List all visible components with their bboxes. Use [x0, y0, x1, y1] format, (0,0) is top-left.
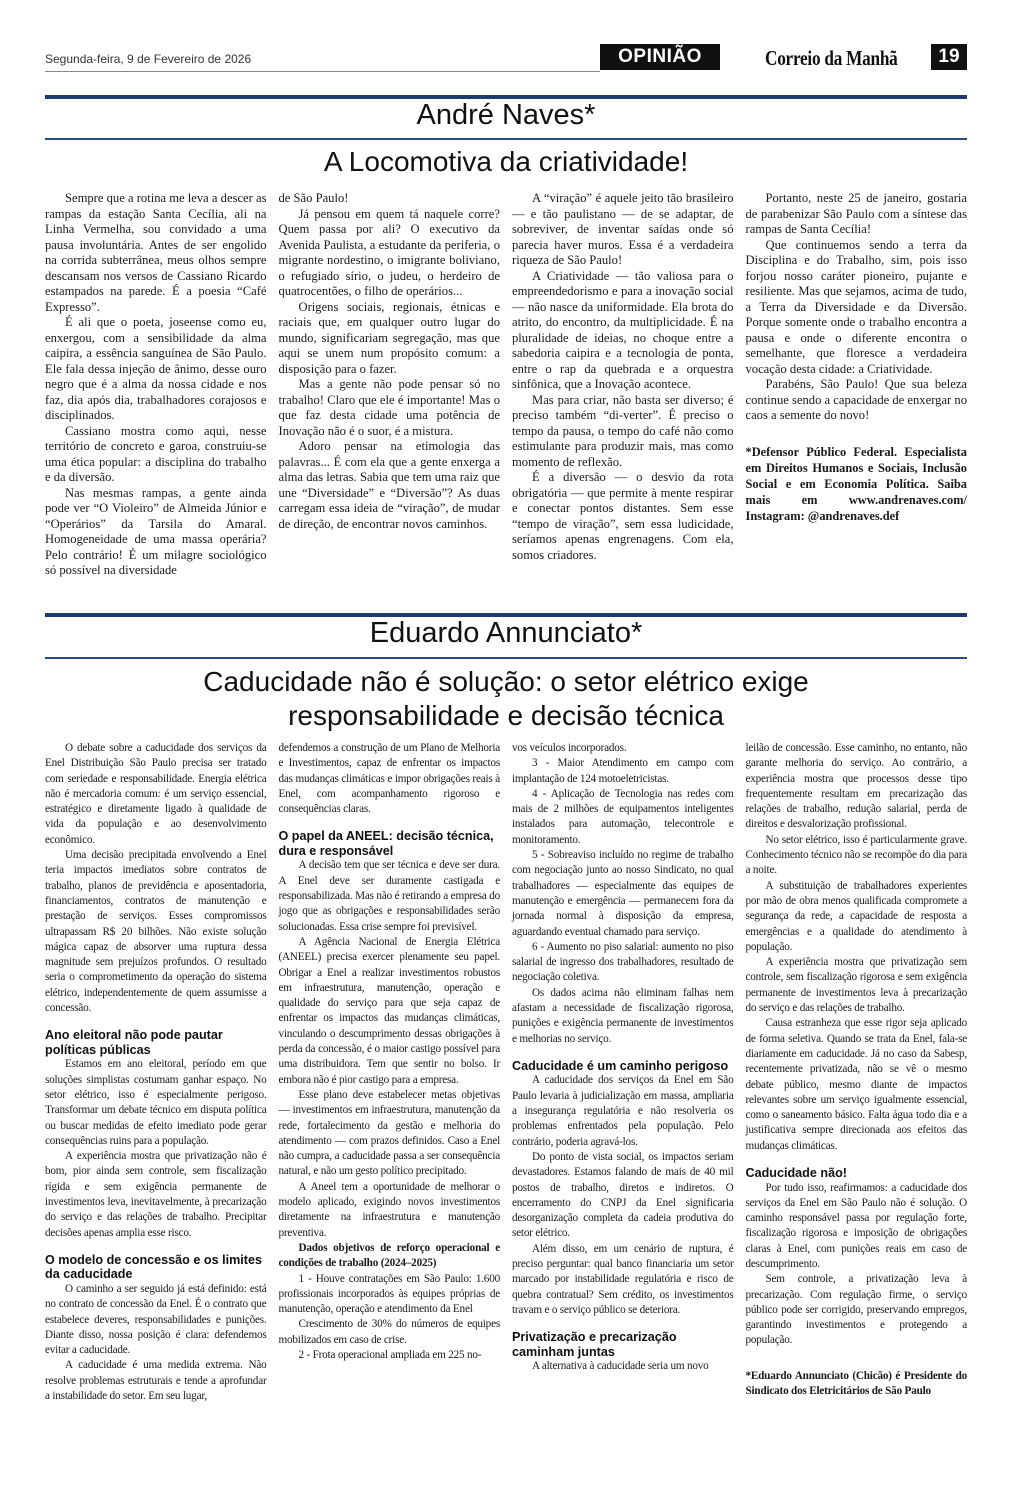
paragraph: O debate sobre a caducidade dos serviços da Enel Distribuição São Paulo precisa ser tratado com seriedade e responsabilidade. Energia elétrica não é mercadoria comum: é um serviço essencial, estratégico e diretamente ligado à qualidade de vida da população e ao desenvolvimento econômico. — [45, 742, 267, 846]
list-item: 5 - Sobreaviso incluído no regime de trabalho com negociação junto ao nosso Sindicato, no qual trabalhadores — especialmente das equipes de manutenção e emergência — permanecem fora da jornada normal à disposição da empresa, aguardando eventual chamado para serviço. — [512, 849, 734, 938]
paragraph: A “viração” é aquele jeito tão brasileiro — e tão paulistano — de se adaptar, de sobreviver, de inventar saídas onde só parecia haver muros. Essa é a verdadeira riqueza de São Paulo! — [512, 191, 734, 267]
subheading: Privatização e precarização caminham juntas — [512, 1330, 677, 1359]
paragraph: Já pensou em quem tá naquele corre? Quem passa por ali? O executivo da Avenida Paulista, a estudante da periferia, o migrante nordestino, o imigrante boliviano, o refugiado sírio, o judeu, o herdeiro de quatrocentões, o filho de operários... — [278, 206, 500, 298]
paragraph: Mas a gente não pode pensar só no trabalho! Claro que ele é importante! Mas o que faz desta cidade uma potência de Inovação não é o suor, é a mistura. — [278, 377, 500, 438]
newspaper-logo: Correio da Manhã — [765, 46, 898, 70]
author-bio: *Eduardo Annunciato (Chicão) é Presidente do Sindicato dos Eletricitários de São Paulo — [745, 1369, 967, 1397]
article1-column-3 — [512, 191, 734, 579]
paragraph: Causa estranheza que esse rigor seja aplicado de forma seletiva. Quando se trata da Enel, fala-se diariamente em caducidade. Já no caso da Sabesp, recentemente privatizada, não se vê o mesmo debate público, mesmo diante de impactos relevantes sobre um serviço igualmente essencial, como o saneamento básico. Falta água todo dia e a justificativa sempre direcionada aos efeitos das mudanças climáticas. — [745, 1017, 967, 1152]
paragraph: A Aneel tem a oportunidade de melhorar o modelo aplicado, exigindo novos investimentos diretamente na infraestrutura e manutenção preventiva. — [278, 1180, 500, 1239]
paragraph: Sem controle, a privatização leva à precarização. Com regulação firme, o serviço público pode ser corrigido, preservando empregos, garantindo investimentos e protegendo a população. — [745, 1273, 967, 1347]
paragraph: Origens sociais, regionais, étnicas e raciais que, em qualquer outro lugar do mundo, significariam segregação, mas que aqui se unem num propósito comum: a disposição para o fazer. — [278, 299, 500, 376]
paragraph: Mas para criar, não basta ser diverso; é preciso também “di-verter”. É preciso o tempo da pausa, o tempo do café não como estimulante para produzir mais, mas como momento de reflexão. — [512, 392, 734, 469]
article2-headline-line2: responsabilidade e decisão técnica — [288, 700, 724, 731]
masthead-rule — [45, 71, 600, 72]
author-underline — [45, 138, 967, 140]
article2-author: Eduardo Annunciato* — [369, 617, 643, 649]
paragraph: Uma decisão precipitada envolvendo a Enel teria impactos imediatos sobre contratos de trabalho, planos de previdência e aposentadoria, financiamentos, contratos de manutenção e prestação de serviços. Esses compromissos ultrapassam R$ 20 bilhões. Não existe solução mágica capaz de absorver uma ruptura dessa magnitude sem prejuízos profundos. O resultado seria o comprometimento da operação do sistema elétrico, independentemente de quem assumisse a concessão. — [45, 849, 267, 1015]
article1-column-4 — [746, 191, 968, 579]
subheading: Caducidade não! — [745, 1166, 847, 1181]
paragraph: leilão de concessão. Esse caminho, no entanto, não garante melhoria do serviço. Ao contrário, a experiência mostra que processos desse tipo frequentemente resultam em precarização das relações de trabalho, redução salarial, perda de direitos e desvalorização profissional. — [745, 742, 967, 831]
paragraph: Parabéns, São Paulo! Que sua beleza continue sendo a capacidade de enxergar no caos a semente do novo! — [745, 377, 967, 422]
paragraph: Os dados acima não eliminam falhas nem afastam a necessidade de fiscalização rigorosa, punições e exigência permanente de investimentos e melhorias no serviço. — [512, 986, 734, 1045]
article1-column-1 — [45, 191, 267, 579]
subheading: O modelo de concessão e os limites da caducidade — [45, 1252, 262, 1282]
paragraph: A caducidade é uma medida extrema. Não resolve problemas estruturais e tende a aprofundar a instabilidade do setor. Em seu lugar, — [45, 1359, 267, 1402]
paragraph: A experiência mostra que privatização não é bom, pior ainda sem controle, sem fiscalização rígida e sem exigência permanente de investimentos leva, inevitavelmente, à precarização do serviço e das relações de trabalho. Precipitar decisões apenas amplia esse risco. — [45, 1150, 267, 1239]
paragraph: É a diversão — o desvio da rota obrigatória — que permite à mente respirar e conectar pontos distantes. Sem esse “tempo de viração”, sem essa ludicidade, seríamos apenas engrenagens. Com ela, somos criadores. — [512, 470, 734, 562]
article1-column-2 — [279, 191, 501, 579]
article1-headline: A Locomotiva da criatividade! — [323, 146, 689, 177]
paragraph: Adoro pensar na etimologia das palavras... É com ela que a gente enxerga a alma das letras. Sabia que tem uma raiz que une “Diversidade” e “Diversão”? As duas carregam essa ideia de “viração”, de mudar de direção, de encontrar novos caminhos. — [278, 439, 500, 531]
paragraph: A experiência mostra que privatização sem controle, sem fiscalização rigorosa e sem exigência permanente de investimentos leva à precarização do serviço e das relações de trabalho. — [745, 956, 967, 1015]
paragraph: É ali que o poeta, joseense como eu, enxergou, com a sensibilidade da alma caipira, a essência sanguínea de São Paulo. Ele fala dessa injeção de ânimo, desse ouro negro que é a alma da nossa cidade e nos faz, dia após dia, trabalhadores corajosos e disciplinados. — [45, 315, 267, 422]
paragraph: No setor elétrico, isso é particularmente grave. Conhecimento técnico não se recompõe do dia para a noite. — [745, 833, 967, 877]
subheading: Ano eleitoral não pode pautar políticas públicas — [45, 1028, 223, 1057]
paragraph: de São Paulo! — [278, 191, 349, 205]
paragraph: Cassiano mostra como aqui, nesse território de concreto e garoa, construiu-se uma ética popular: a disciplina do trabalho e da diversão. — [45, 423, 267, 484]
paragraph: defendemos a construção de um Plano de Melhoria e Investimentos, capaz de enfrentar os impactos das mudanças climáticas e impor obrigações reais à Enel, com acompanhamento rigoroso e consequências claras. — [278, 742, 500, 816]
list-item: 4 - Aplicação de Tecnologia nas redes com mais de 2 milhões de equipamentos inteligentes instalados para automação, telecontrole e monitoramento. — [512, 787, 734, 846]
data-list-heading: Dados objetivos de reforço operacional e condições de trabalho (2024–2025) — [278, 1241, 500, 1270]
page-number: 19 — [931, 44, 967, 70]
article2-column-3 — [512, 741, 734, 1404]
paragraph: A Agência Nacional de Energia Elétrica (ANEEL) precisa exercer plenamente seu papel. Obrigar a Enel a realizar investimentos robustos em infraestrutura, manutenção, operação e qualidade do serviço para que seja capaz de enfrentar os impactos das mudanças climáticas, vinculando o descumprimento dessas obrigações à perda da concessão, é o maior castigo possível para uma distribuidora. Tem que sentir no bolso. Ir embora não é pior castigo para a empresa. — [278, 935, 500, 1086]
paragraph: O caminho a ser seguido já está definido: está no contrato de concessão da Enel. É o contrato que estabelece deveres, responsabilidades e punições. Diante disso, nossa posição é clara: defendemos evitar a caducidade. — [45, 1282, 267, 1357]
article2-headline-line1: Caducidade não é solução: o setor elétrico exige — [203, 666, 809, 697]
paragraph: Por tudo isso, reafirmamos: a caducidade dos serviços da Enel em São Paulo não é solução. O caminho responsável passa por regulação forte, fiscalização rigorosa e imposição de obrigações claras à Enel, com punições reais em caso de descumprimento. — [745, 1181, 967, 1270]
article2-body — [45, 741, 967, 1404]
author-bio: *Defensor Público Federal. Especialista em Direitos Humanos e Sociais, Inclusão Social e em Economia Política. Saiba mais em www.andrenaves.com/ Instagram: @andrenaves.def — [745, 444, 967, 523]
paragraph: Nas mesmas rampas, a gente ainda pode ver “O Violeiro” de Almeida Júnior e “Operários” da Tarsila do Amaral. Homogeneidade de uma massa operária? Pelo contrário! É um milagre sociológico só possível na diversidade — [45, 485, 267, 577]
paragraph: A alternativa à caducidade seria um novo — [532, 1360, 709, 1373]
subheading: O papel da ANEEL: decisão técnica, dura e responsável — [278, 829, 494, 858]
article1-author: André Naves* — [416, 99, 596, 131]
article2-column-4 — [746, 741, 968, 1404]
author-underline — [45, 657, 967, 659]
paragraph: vos veículos incorporados. — [512, 742, 627, 754]
paragraph: A caducidade dos serviços da Enel em São Paulo levaria à judicialização em massa, ampliaria a insegurança regulatória e não resolveria os problemas enfrentados pela população. Pelo contrário, poderia agravá-los. — [512, 1074, 734, 1148]
paragraph: Sempre que a rotina me leva a descer as rampas da estação Santa Cecília, ali na Linha Vermelha, sou convidado a uma pausa involuntária. Antes de ser engolido na corrida subterrânea, meus olhos sempre descansam nos versos de Cassiano Ricardo estampados na parede. É a poesia “Café Expresso”. — [45, 191, 267, 314]
list-item: 3 - Maior Atendimento em campo com implantação de 124 motoeletricistas. — [512, 757, 734, 785]
article1-body — [45, 191, 967, 579]
paragraph: A Criatividade — tão valiosa para o empreendedorismo e para a inovação social — não nasce da uniformidade. Ela brota do atrito, do encontro, da multiplicidade. É na pluralidade de ideias, no choque entre a sabedoria caipira e a tecnologia de ponta, entre o rap da quebrada e a orquestra sinfônica, que a Inovação acontece. — [512, 268, 734, 391]
article2-column-1 — [45, 741, 267, 1404]
paragraph: A substituição de trabalhadores experientes por mão de obra menos qualificada compromete a segurança da rede, a capacidade de resposta a emergências e a qualidade do atendimento à população. — [745, 879, 967, 953]
paragraph: Do ponto de vista social, os impactos seriam devastadores. Estamos falando de mais de 40 mil postos de trabalho, diretos e indiretos. O encerramento do CNPJ da Enel significaria desorganização completa da cadeia produtiva do setor elétrico. — [512, 1150, 734, 1240]
list-item: 1 - Houve contratações em São Paulo: 1.600 profissionais incorporados às equipes próprias de manutenção, operação e atendimento da Enel — [278, 1272, 500, 1316]
list-item: 6 - Aumento no piso salarial: aumento no piso salarial de ingresso dos trabalhadores, resultado de negociação coletiva. — [512, 940, 734, 984]
subheading: Caducidade é um caminho perigoso — [512, 1058, 729, 1073]
paragraph: Crescimento de 30% do números de equipes mobilizados em caso de crise. — [278, 1318, 500, 1346]
paragraph: Estamos em ano eleitoral, período em que soluções simplistas costumam ganhar espaço. No setor elétrico, isso é especialmente perigoso. Transformar um debate técnico em disputa política ou buscar medidas de efeito imediato pode gerar consequências ruins para a população. — [45, 1058, 267, 1147]
article2-column-2 — [279, 741, 501, 1404]
paragraph: Que continuemos sendo a terra da Disciplina e do Trabalho, sim, pois isso forjou nosso caráter pioneiro, pujante e resiliente. Mas que sejamos, acima de tudo, a Terra da Diversidade e da Diversão. Porque somente onde o trabalho encontra a pausa e onde o diferente encontra o semelhante, que floresce a verdadeira vocação desta cidade: a Criatividade. — [745, 237, 967, 376]
paragraph: Esse plano deve estabelecer metas objetivas — investimentos em infraestrutura, manutenção da rede, fortalecimento da gestão e melhoria do atendimento — com prazos definidos. Caso a Enel não cumpra, a caducidade passa a ser consequência natural, e não um gesto político precipitado. — [278, 1088, 500, 1178]
issue-date: Segunda-feira, 9 de Fevereiro de 2026 — [45, 52, 252, 66]
paragraph: Além disso, em um cenário de ruptura, é preciso perguntar: qual banco financiaria um setor marcado por instabilidade regulatória e risco de quebra contratual? Sem crédito, os investimentos travam e o serviço público se deteriora. — [512, 1242, 734, 1316]
masthead — [45, 44, 967, 74]
paragraph: A decisão tem que ser técnica e deve ser dura. A Enel deve ser duramente castigada e responsabilizada. Mas não é retirando a empresa do jogo que as obrigações e responsabilidades serão solucionadas. Essa crise sempre foi previsível. — [278, 859, 500, 933]
list-item: 2 - Frota operacional ampliada em 225 no- — [298, 1348, 482, 1361]
section-label: OPINIÃO — [600, 44, 720, 70]
paragraph: Portanto, neste 25 de janeiro, gostaria de parabenizar São Paulo com a síntese das rampas de Santa Cecília! — [745, 191, 967, 236]
